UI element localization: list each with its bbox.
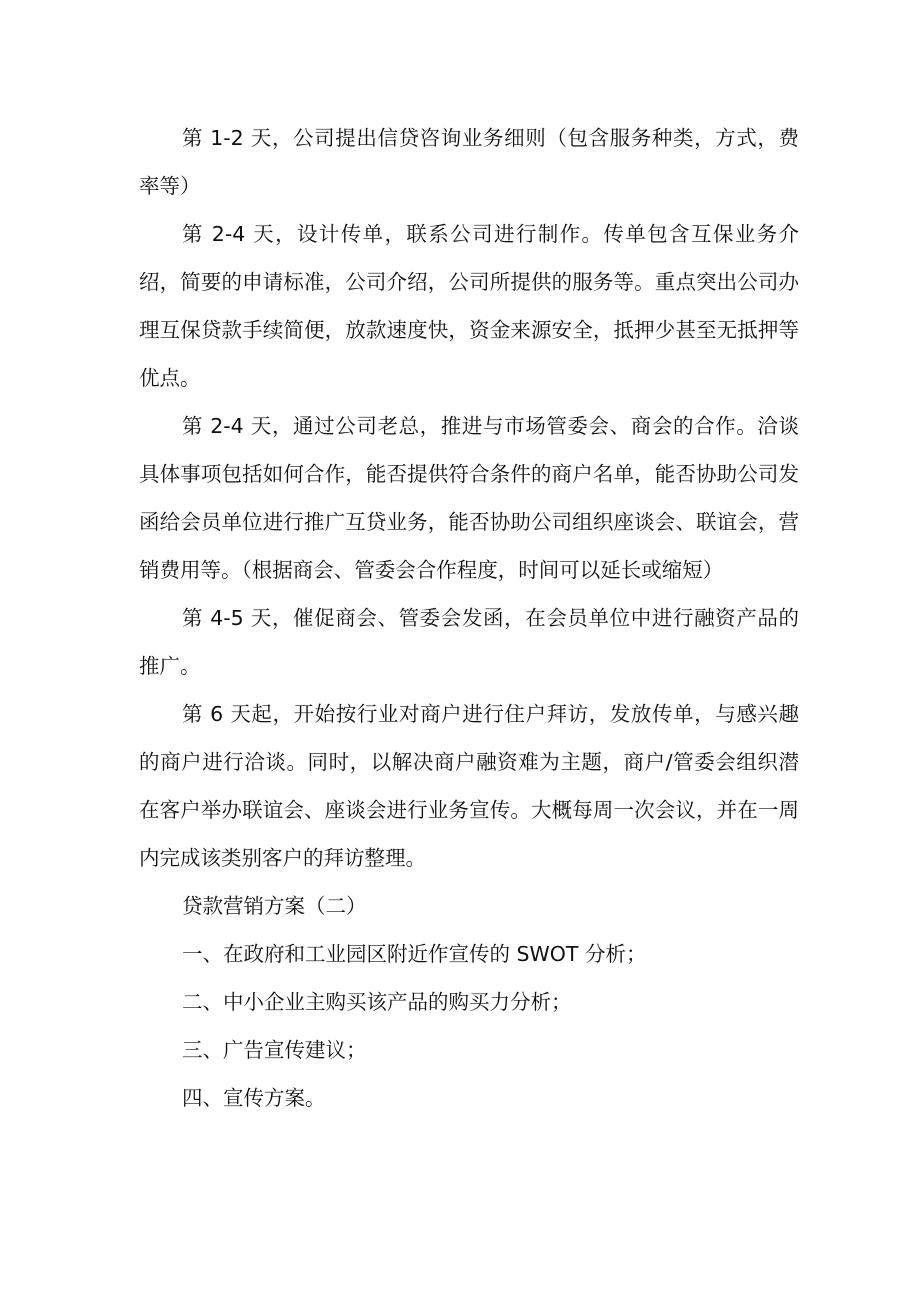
paragraph-day-6: 第 6 天起，开始按行业对商户进行住户拜访，发放传单，与感兴趣的商户进行洽谈。同时，以解决商户融资难为主题，商户/管委会组织潜在客户举办联谊会、座谈会进行业务宣传。大概每周一次会议，并在一周内完成该类别客户的拜访整理。	[139, 702, 799, 870]
list-item-promotion-plan: 四、宣传方案。	[182, 1086, 326, 1110]
paragraph-day-1-2: 第 1-2 天，公司提出信贷咨询业务细则（包含服务种类，方式，费率等）	[139, 126, 799, 198]
list-item-ad-suggestions: 三、广告宣传建议；	[182, 1038, 367, 1062]
paragraph-day-2-4-cooperation: 第 2-4 天，通过公司老总，推进与市场管委会、商会的合作。洽谈具体事项包括如何合作，能否提供符合条件的商户名单，能否协助公司发函给会员单位进行推广互贷业务，能否协助公司组织座谈会、联谊会，营销费用等。（根据商会、管委会合作程度，时间可以延长或缩短）	[139, 414, 799, 582]
list-item-swot: 一、在政府和工业园区附近作宣传的 SWOT 分析；	[182, 942, 647, 966]
paragraph-day-2-4-flyer: 第 2-4 天，设计传单，联系公司进行制作。传单包含互保业务介绍，简要的申请标准，公司介绍，公司所提供的服务等。重点突出公司办理互保贷款手续简便，放款速度快，资金来源安全，抵押少甚至无抵押等优点。	[139, 222, 799, 390]
document-body	[139, 114, 799, 1122]
paragraph-day-4-5: 第 4-5 天，催促商会、管委会发函，在会员单位中进行融资产品的推广。	[139, 606, 799, 678]
list-item-purchasing-power: 二、中小企业主购买该产品的购买力分析；	[182, 990, 572, 1014]
section-title: 贷款营销方案（二）	[182, 894, 367, 918]
